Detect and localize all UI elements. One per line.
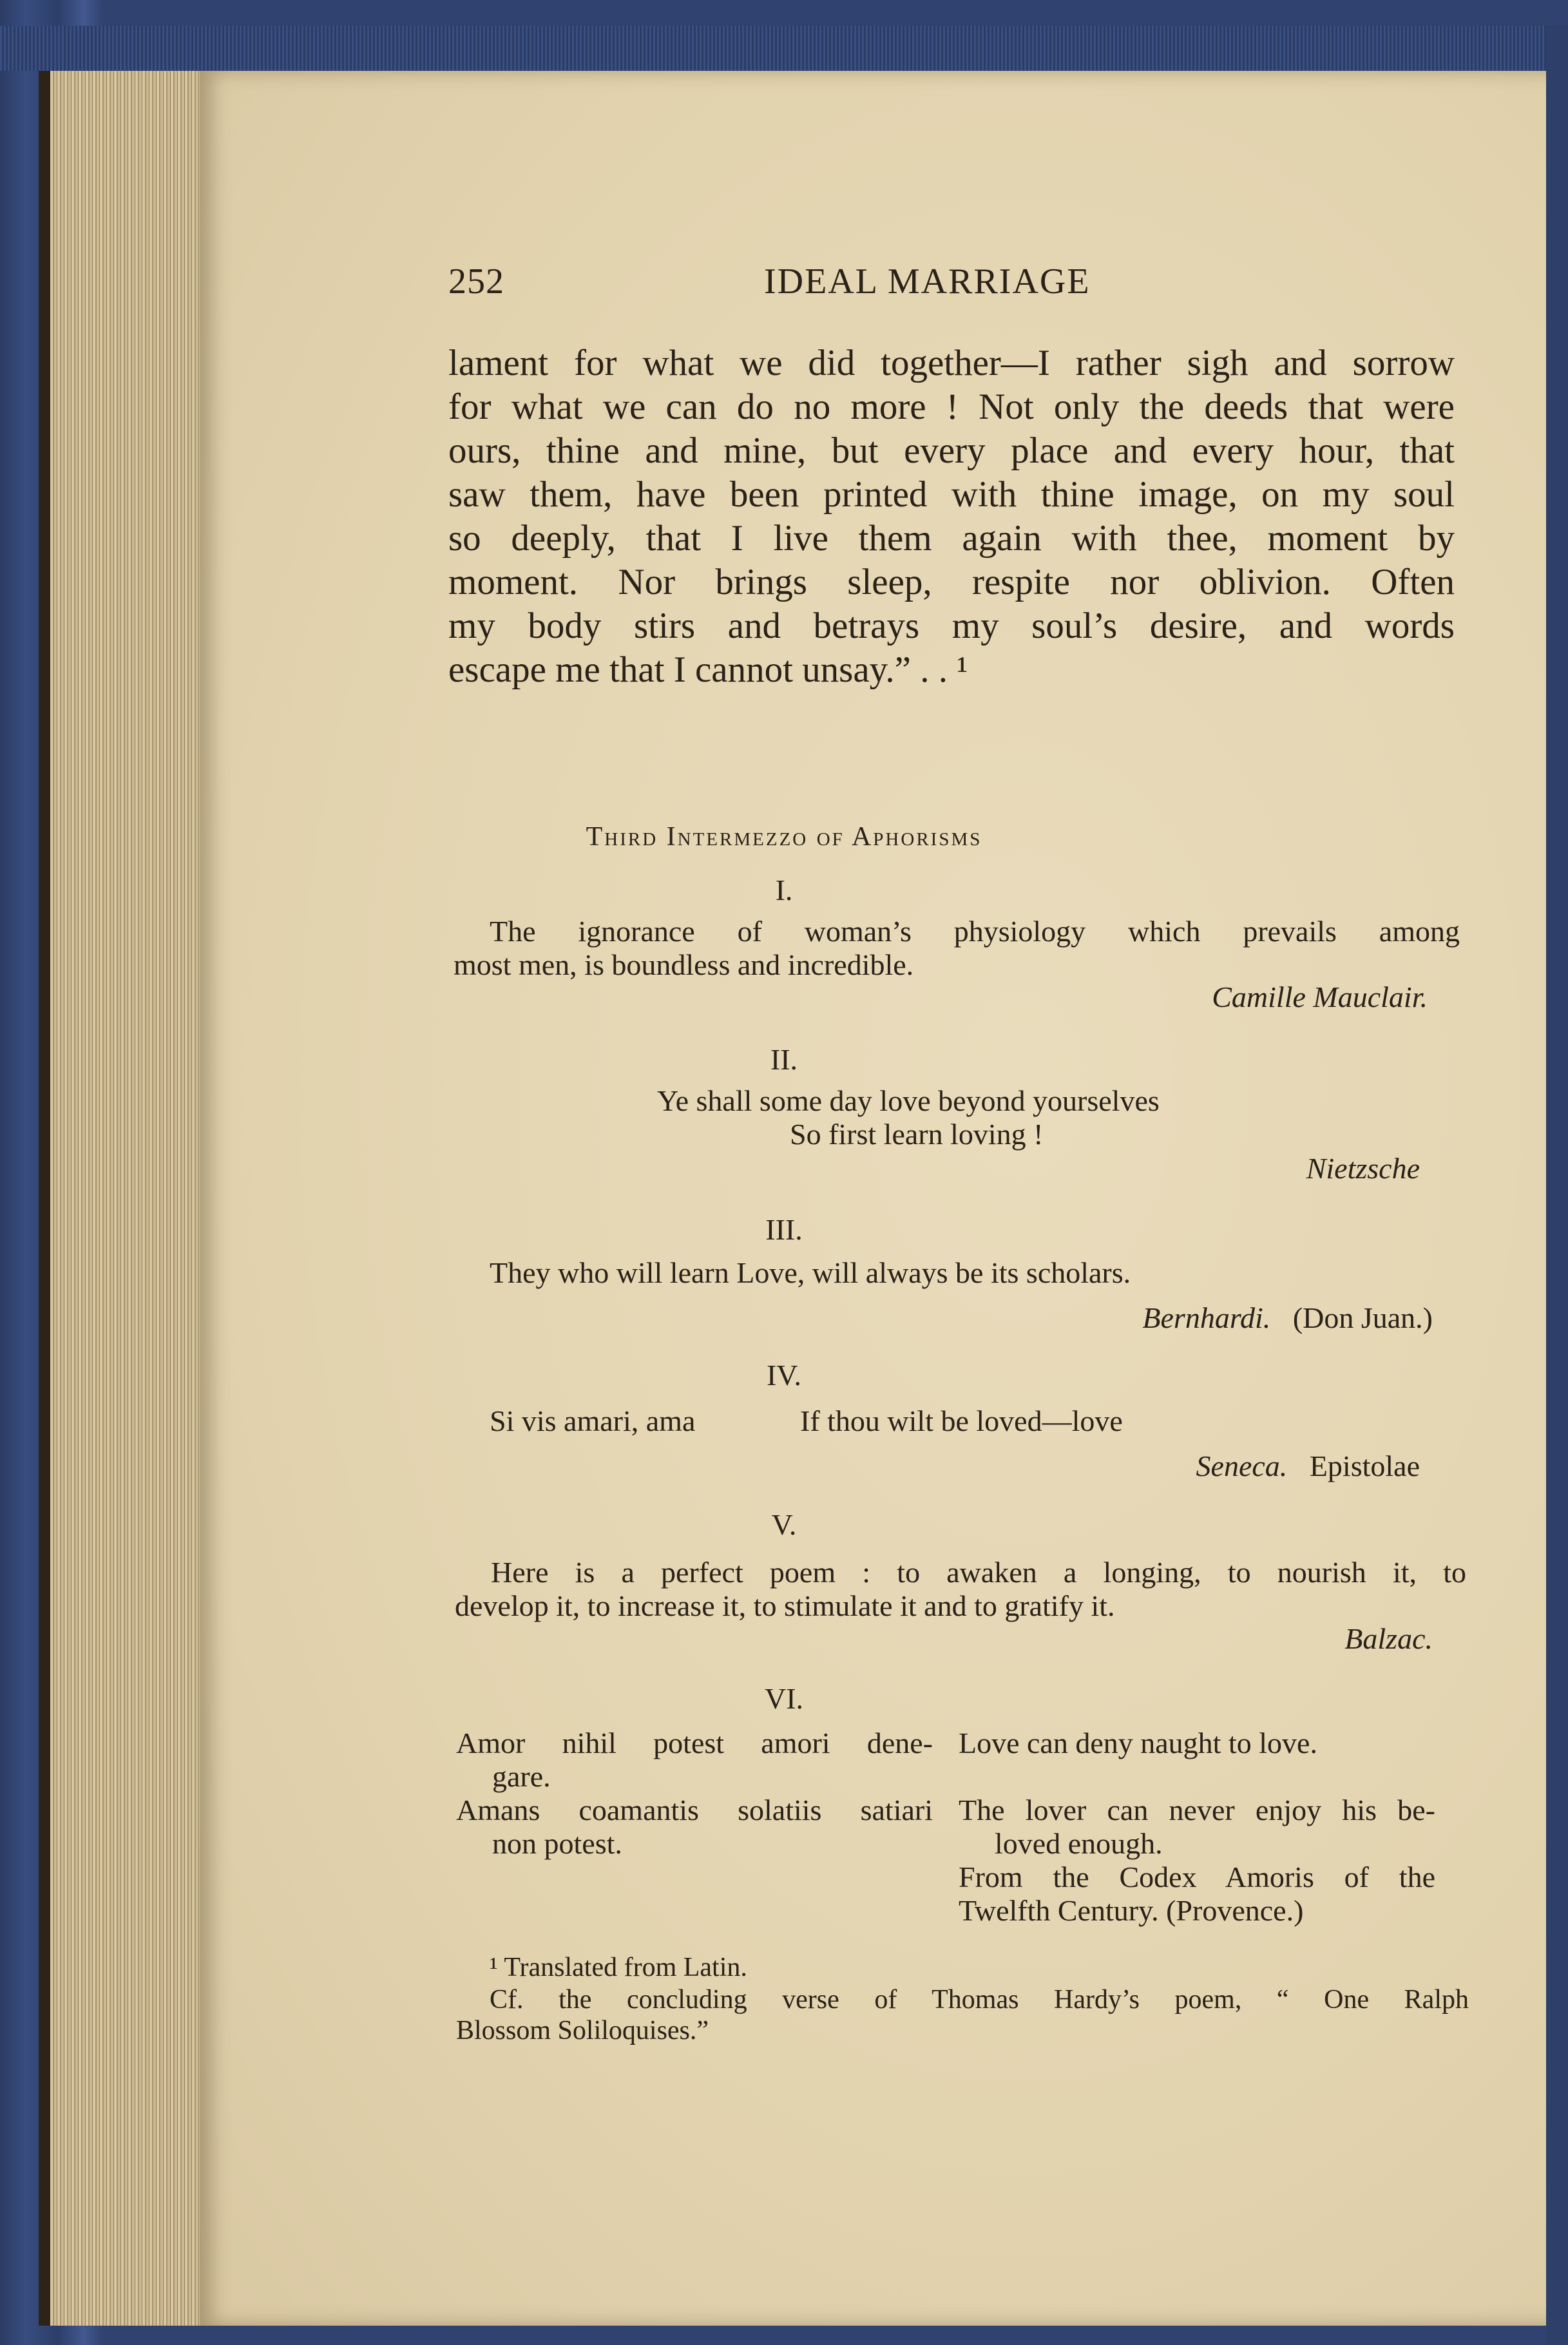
aphorism-author: Camille Mauclair. — [1212, 981, 1428, 1013]
english-line: Love can deny naught to love. — [959, 1727, 1317, 1759]
body-line: so deeply, that I live them again with thee, moment by — [448, 518, 1455, 559]
english-line: From the Codex Amoris of the — [959, 1861, 1435, 1893]
body-line: saw them, have been printed with thine image, on my soul — [448, 474, 1455, 515]
aphorism-line: Here is a perfect poem : to awaken a longing, to nourish it, to — [491, 1556, 1466, 1589]
aphorism-numeral: IV. — [766, 1359, 802, 1392]
aphorism-numeral: III. — [765, 1213, 803, 1246]
footnote-line: Blossom Soliloquises.” — [456, 2016, 709, 2045]
aphorism-line: develop it, to increase it, to stimulate it and to gratify it. — [455, 1589, 1115, 1622]
cover-cloth-edge — [0, 26, 1568, 71]
body-paragraph — [448, 341, 1455, 692]
aphorism-numeral: I. — [775, 874, 793, 906]
footnote: ¹ Translated from Latin. — [490, 1953, 747, 1982]
aphorism-english: If thou wilt be loved—love — [800, 1404, 1123, 1437]
page-number: 252 — [448, 262, 504, 302]
aphorism-author: Nietzsche — [1306, 1152, 1420, 1185]
body-line: lament for what we did together—I rather sigh and sorrow — [448, 343, 1455, 383]
aphorism-attribution — [1142, 1301, 1433, 1335]
body-line: ours, thine and mine, but every place and every hour, that — [448, 430, 1455, 471]
footnote-text — [456, 1984, 1469, 2046]
aphorism-latin: Si vis amari, ama — [490, 1404, 696, 1437]
aphorism-line: The ignorance of woman’s physiology which prevails among — [490, 915, 1460, 948]
aphorism-author: Bernhardi. — [1142, 1301, 1271, 1334]
aphorism-author: Balzac. — [1344, 1622, 1433, 1655]
aphorism-author: Seneca. — [1196, 1450, 1288, 1482]
aphorism-latin-column — [456, 1727, 933, 1861]
cover-right-edge — [1546, 26, 1568, 2345]
aphorism-line: So first learn loving ! — [790, 1118, 1044, 1151]
body-line: escape me that I cannot unsay.” . . ¹ — [448, 649, 968, 690]
body-line: moment. Nor brings sleep, respite nor oblivion. Often — [448, 562, 1455, 602]
english-line: The lover can never enjoy his be- — [959, 1794, 1435, 1826]
aphorism-numeral: VI. — [764, 1682, 804, 1715]
running-title: IDEAL MARRIAGE — [764, 262, 1091, 302]
aphorism-attribution — [1196, 1450, 1420, 1483]
aphorism-text — [455, 1556, 1466, 1623]
page-stack-edges — [39, 71, 218, 2326]
aphorism-english-column — [959, 1727, 1435, 1928]
aphorism-author-note: (Don Juan.) — [1292, 1301, 1433, 1334]
aphorism-text — [454, 915, 1460, 982]
latin-line: non potest. — [492, 1827, 622, 1860]
latin-line: Amans coamantis solatiis satiari — [456, 1794, 933, 1826]
latin-line: Amor nihil potest amori dene- — [456, 1727, 933, 1759]
footnote-line: Cf. the concluding verse of Thomas Hardy’s poem, “ One Ralph — [490, 1985, 1469, 2015]
body-line: my body stirs and betrays my soul’s desire, and words — [448, 606, 1455, 646]
english-line: Twelfth Century. (Provence.) — [959, 1894, 1304, 1927]
body-line: for what we can do no more ! Not only the deeds that were — [448, 387, 1455, 427]
aphorism-numeral: II. — [770, 1043, 798, 1076]
aphorism-author-note: Epistolae — [1309, 1450, 1420, 1482]
english-line: loved enough. — [995, 1827, 1163, 1860]
aphorism-numeral: V. — [771, 1508, 797, 1541]
latin-line: gare. — [492, 1760, 551, 1793]
aphorism-line: most men, is boundless and incredible. — [454, 948, 914, 981]
section-title: Third Intermezzo of Aphorisms — [586, 822, 982, 852]
aphorism-line: They who will learn Love, will always be its scholars. — [490, 1256, 1131, 1289]
aphorism-line: Ye shall some day love beyond yourselves — [657, 1084, 1160, 1117]
